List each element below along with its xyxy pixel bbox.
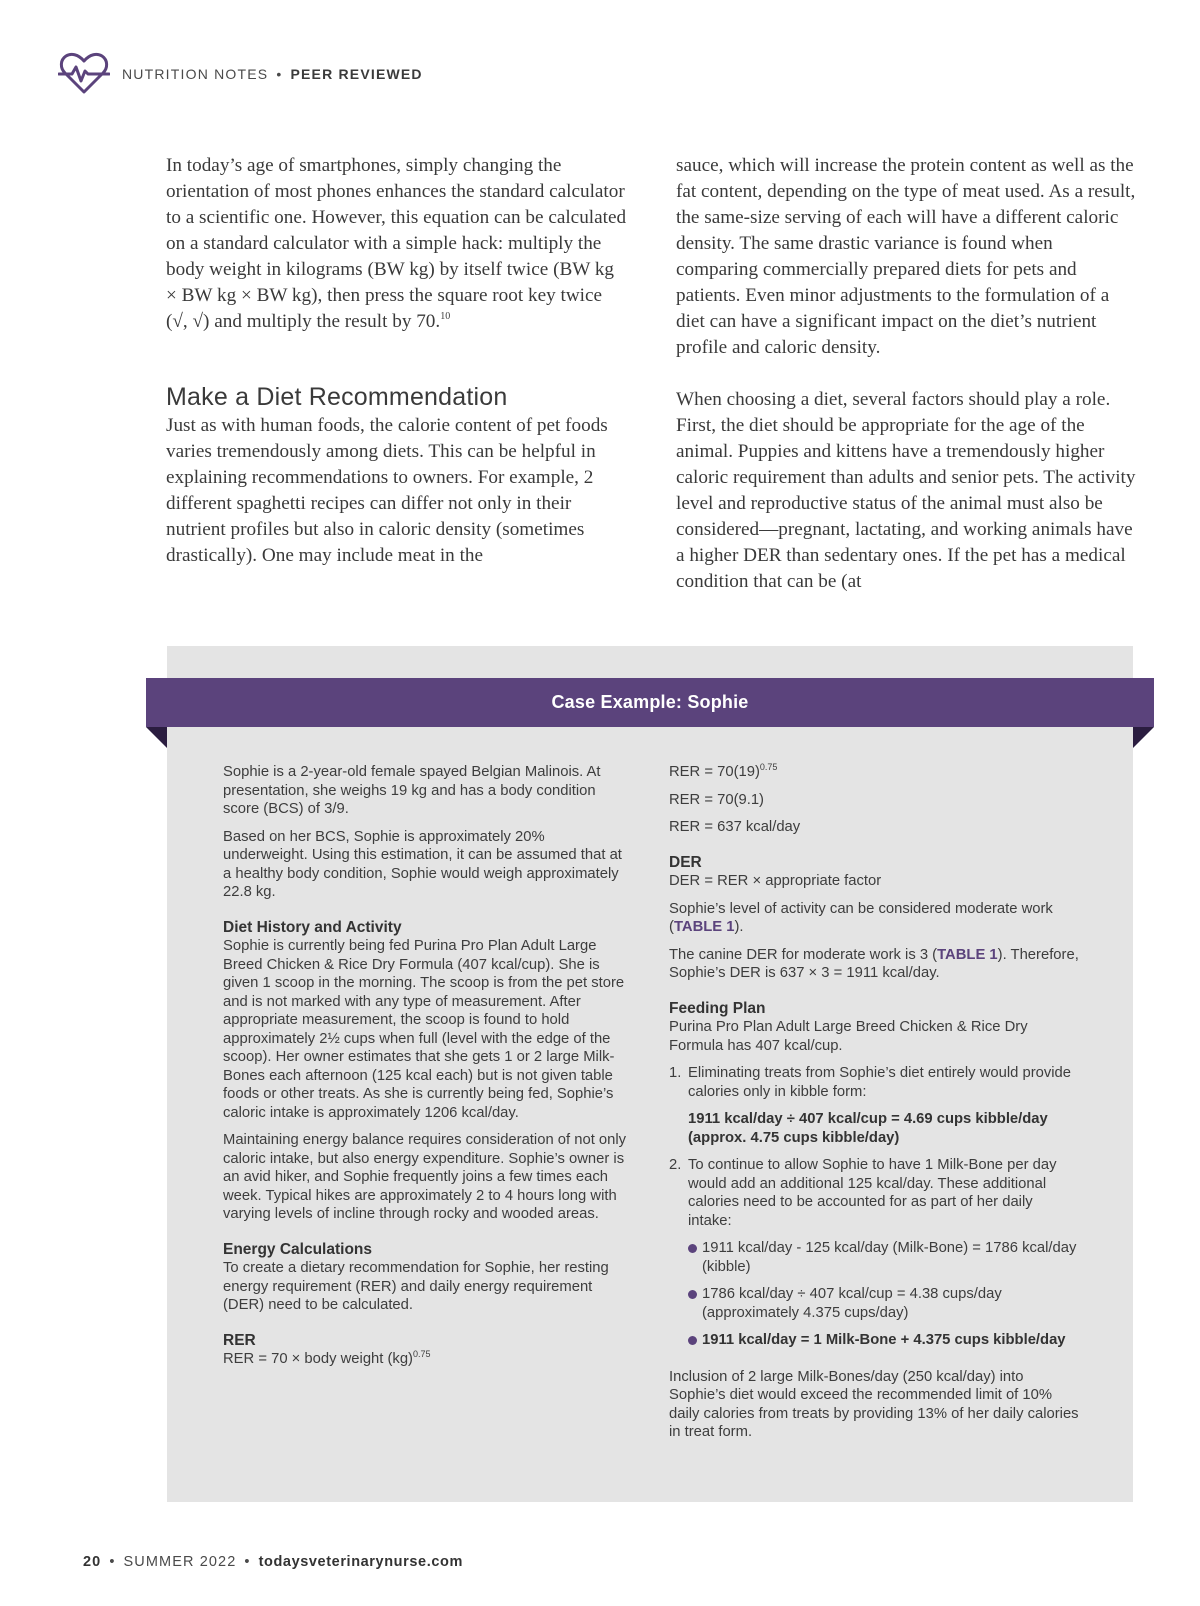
bullet-item xyxy=(688,1239,1079,1276)
case-column-right xyxy=(669,763,1079,1451)
list-item xyxy=(669,1156,1079,1359)
case-subheading: RER xyxy=(223,1331,256,1349)
page-footer xyxy=(83,1554,463,1570)
banner-fold-left xyxy=(146,727,167,748)
calculation: 1911 kcal/day ÷ 407 kcal/cup = 4.69 cups kibble/day (approx. 4.75 cups kibble/day) xyxy=(688,1111,1048,1146)
case-column-left xyxy=(223,763,633,1378)
header-label xyxy=(122,66,423,82)
case-example-title: Case Example: Sophie xyxy=(146,678,1154,727)
list-number: 2. xyxy=(669,1157,682,1173)
der-formula: DER = RER × appropriate factor xyxy=(669,873,882,889)
case-subheading: Diet History and Activity xyxy=(223,918,402,936)
rer-step: RER = 70(9.1) xyxy=(669,791,764,808)
rer-step xyxy=(669,763,1079,782)
text-span: The canine DER for moderate work is 3 ( xyxy=(669,946,938,963)
case-paragraph: Inclusion of 2 large Milk-Bones/day (250 kcal/day) into Sophie’s diet would exceed the recommended limit of 10% daily calories from treats by providing 13% of her daily calories in treat form. xyxy=(669,1368,1079,1440)
list-text: To continue to allow Sophie to have 1 Milk-Bone per day would add an additional 125 kcal/day. These additional calories need to be accounted for as part of her daily intake: xyxy=(688,1157,1057,1229)
case-subheading: DER xyxy=(669,853,702,871)
exponent: 0.75 xyxy=(413,1349,431,1359)
rer-step: RER = 637 kcal/day xyxy=(669,819,801,835)
running-header xyxy=(58,52,423,96)
paragraph: Just as with human foods, the calorie content of pet foods varies tremendously among diets. This can be helpful in explaining recommendations to owners. For example, 2 different spaghetti recipes can differ not only in their nutrient profiles but also in caloric density (sometimes drastically). One may include meat in the xyxy=(166,415,608,566)
bullet-item xyxy=(688,1331,1079,1350)
exponent: 0.75 xyxy=(759,762,778,772)
case-subheading: Feeding Plan xyxy=(669,999,766,1017)
rer-formula xyxy=(223,1350,633,1369)
bullet-icon xyxy=(688,1336,697,1345)
paragraph xyxy=(166,153,628,335)
bullet-text: 1786 kcal/day ÷ 407 kcal/cup = 4.38 cups/day (approximately 4.375 cups/day) xyxy=(702,1286,1002,1321)
website-link[interactable]: todaysveterinarynurse.com xyxy=(258,1554,463,1570)
footer-separator: • xyxy=(244,1554,251,1570)
list-item xyxy=(669,1064,1079,1147)
formula-text: RER = 70 × body weight (kg) xyxy=(223,1351,413,1367)
text-span: Sophie’s level of activity can be considered moderate work ( xyxy=(669,900,1053,935)
bullet-text: 1911 kcal/day = 1 Milk-Bone + 4.375 cups kibble/day xyxy=(702,1332,1066,1348)
heart-pulse-icon xyxy=(58,52,110,96)
case-paragraph: Purina Pro Plan Adult Large Breed Chicken & Rice Dry Formula has 407 kcal/cup. xyxy=(669,1019,1028,1054)
table-reference-link[interactable]: TABLE 1 xyxy=(937,946,998,963)
header-tag: PEER REVIEWED xyxy=(290,66,423,82)
case-paragraph xyxy=(669,946,1079,983)
paragraph: When choosing a diet, several factors should play a role. First, the diet should be appropriate for the age of the animal. Puppies and kittens have a tremendously higher caloric requirement than adults and senior pets. The activity level and reproductive status of the animal must also be considered—pregnant, lactating, and working animals have a higher DER than sedentary ones. If the pet has a medical condition that can be (at xyxy=(676,389,1136,592)
bullet-text: 1911 kcal/day - 125 kcal/day (Milk-Bone) = 1786 kcal/day (kibble) xyxy=(702,1240,1077,1275)
paragraph: sauce, which will increase the protein content as well as the fat content, depending on the type of meat used. As a result, the same-size serving of each will have a different caloric density. The same drastic variance is found when comparing commercially prepared diets for pets and patients. Even minor adjustments to the formulation of a diet can have a significant impact on the diet’s nutrient profile and caloric density. xyxy=(676,155,1136,358)
case-paragraph: Based on her BCS, Sophie is approximately 20% underweight. Using this estimation, it can be assumed that at a healthy body condition, Sophie would weigh approximately 22.8 kg. xyxy=(223,828,622,900)
case-paragraph: Sophie is currently being fed Purina Pro Plan Adult Large Breed Chicken & Rice Dry Formula (407 kcal/cup). She is given 1 scoop in the morning. The scoop is from the pet store and is not marked with any type of measurement. After appropriate measurement, the scoop is found to hold approximately 2½ cups when full (level with the edge of the scoop). Her owner estimates that she gets 1 or 2 large Milk-Bones each afternoon (125 kcal each) but is not given table foods or other treats. As she is currently being fed, Sophie’s caloric intake is approximately 1206 kcal/day. xyxy=(223,938,625,1121)
bullet-item xyxy=(688,1285,1079,1322)
case-paragraph: To create a dietary recommendation for Sophie, her resting energy requirement (RER) and daily energy requirement (DER) need to be calculated. xyxy=(223,1260,609,1313)
case-subheading: Energy Calculations xyxy=(223,1240,373,1258)
list-text: Eliminating treats from Sophie’s diet entirely would provide calories only in kibble form: xyxy=(688,1065,1071,1100)
paragraph-text: In today’s age of smartphones, simply changing the orientation of most phones enhances the standard calculator to a scientific one. However, this equation can be calculated on a standard calculator with a simple hack: multiply the body weight in kilograms (BW kg) by itself twice (BW kg × BW kg × BW kg), then press the square root key twice (√, √) and multiply the result by 70. xyxy=(166,155,627,332)
banner-fold-right xyxy=(1133,727,1154,748)
article-column-left xyxy=(166,153,628,569)
text-span: ). Therefore, Sophie’s DER is 637 × 3 = 1911 kcal/day. xyxy=(669,946,1079,981)
case-paragraph xyxy=(669,900,1079,937)
header-section: NUTRITION NOTES xyxy=(122,66,269,82)
issue-label: SUMMER 2022 xyxy=(123,1554,237,1570)
bullet-icon xyxy=(688,1290,697,1299)
section-heading: Make a Diet Recommendation xyxy=(166,383,508,411)
page-number: 20 xyxy=(83,1554,102,1570)
bullet-icon xyxy=(688,1244,697,1253)
case-paragraph: Sophie is a 2-year-old female spayed Belgian Malinois. At presentation, she weighs 19 kg and has a body condition score (BCS) of 3/9. xyxy=(223,764,601,817)
citation-ref: 10 xyxy=(440,311,451,322)
case-paragraph: Maintaining energy balance requires consideration of not only caloric intake, but also energy expenditure. Sophie’s owner is an avid hiker, and Sophie frequently joins a few times each week. Typical hikes are approximately 2 to 4 hours long with varying levels of incline through rocky and wooded areas. xyxy=(223,1132,627,1222)
list-number: 1. xyxy=(669,1065,682,1081)
article-column-right xyxy=(676,153,1138,595)
table-reference-link[interactable]: TABLE 1 xyxy=(673,919,735,935)
formula-text: RER = 70(19) xyxy=(669,764,760,780)
text-span: ). xyxy=(734,919,744,935)
header-separator: • xyxy=(276,66,283,82)
footer-separator: • xyxy=(109,1554,116,1570)
